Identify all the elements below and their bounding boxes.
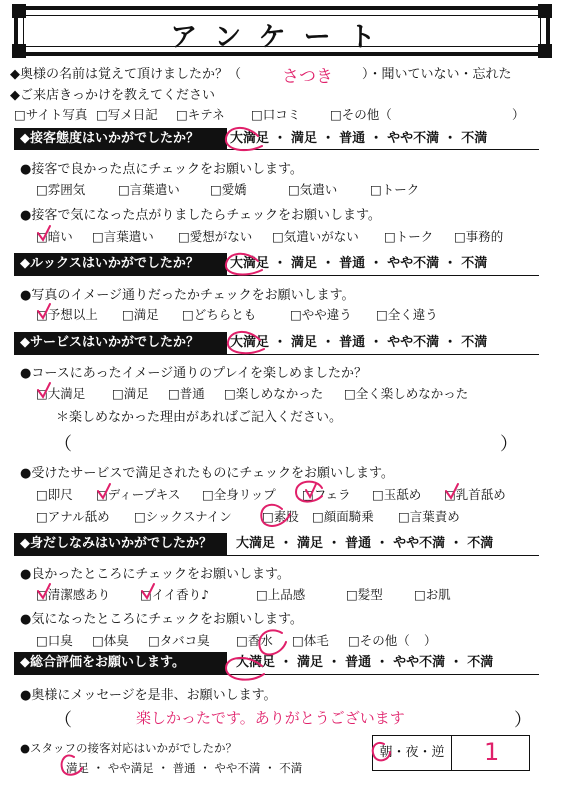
trigger-opt-other[interactable]: □その他（ — [330, 107, 392, 122]
grooming-bad-other-close: ） — [424, 633, 437, 648]
name-answer: さつき — [282, 67, 333, 87]
grooming-bad-opt-6[interactable]: □その他（ — [348, 633, 410, 648]
course-question: ●コースにあったイメージ通りのプレイを楽しめましたか？ — [20, 366, 368, 381]
satisfied-opt-1[interactable]: □即尺 — [36, 487, 73, 502]
name-question-label: ◆奥様の名前は覚えて頂けましたか？（ — [10, 67, 241, 82]
trigger-opt-kitene[interactable]: □キテネ — [176, 107, 225, 122]
staff-question: ●スタッフの接客対応はいかがでしたか？ — [20, 741, 238, 755]
section-grooming-scale[interactable]: 大満足 ・ 満足 ・ 普通 ・ やや不満 ・ 不満 — [236, 536, 494, 551]
attitude-bad-question: ●接客で気になった点がりましたらチェックをお願いします。 — [20, 208, 381, 223]
attitude-bad-opt-5[interactable]: □トーク — [384, 229, 434, 244]
satisfied-opt-3[interactable]: □全身リップ — [202, 487, 276, 502]
course-reason-open: （ — [54, 434, 72, 455]
grooming-bad-opt-1[interactable]: □口臭 — [36, 633, 73, 648]
grooming-bad-opt-3[interactable]: □タバコ臭 — [148, 633, 210, 648]
grooming-good-opt-3[interactable]: □上品感 — [256, 587, 306, 602]
trigger-question: ◆ご来店きっかけを教えてください — [10, 88, 215, 103]
section-looks-scale[interactable]: 大満足 ・ 満足 ・ 普通 ・ やや不満 ・ 不満 — [230, 256, 488, 271]
satisfied-opt-2[interactable]: □ディープキス — [96, 487, 181, 502]
course-opt-4[interactable]: □楽しめなかった — [224, 386, 324, 401]
grooming-good-opt-5[interactable]: □お肌 — [414, 587, 451, 602]
looks-opt-5[interactable]: □全く違う — [376, 307, 438, 322]
attitude-good-opt-5[interactable]: □トーク — [370, 182, 420, 197]
satisfied-opt-5[interactable]: □玉舐め — [372, 487, 422, 502]
grooming-good-opt-4[interactable]: □髪型 — [346, 587, 383, 602]
section-service-scale[interactable]: 大満足 ・ 満足 ・ 普通 ・ やや不満 ・ 不満 — [230, 335, 488, 350]
name-question — [10, 63, 241, 82]
staff-scale[interactable]: 満足 ・ やや満足 ・ 普通 ・ やや不満 ・ 不満 — [66, 761, 303, 775]
attitude-good-opt-2[interactable]: □言葉遣い — [118, 182, 180, 197]
message-close: ） — [514, 710, 532, 731]
grooming-good-question: ●良かったところにチェックをお願いします。 — [20, 567, 290, 582]
satisfied-opt-7[interactable]: □アナル舐め — [36, 509, 110, 524]
trigger-opt-diary[interactable]: □写メ日記 — [96, 107, 158, 122]
shift-box[interactable]: 朝・夜・逆 — [372, 735, 452, 771]
attitude-bad-opt-1[interactable]: □暗い — [36, 229, 73, 244]
satisfied-opt-11[interactable]: □言葉責め — [398, 509, 460, 524]
satisfied-opt-6[interactable]: □乳首舐め — [444, 487, 506, 502]
course-opt-2[interactable]: □満足 — [112, 386, 149, 401]
section-attitude-scale[interactable]: 大満足 ・ 満足 ・ 普通 ・ やや不満 ・ 不満 — [230, 131, 488, 146]
satisfied-opt-4[interactable]: □フェラ — [302, 487, 351, 502]
message-open: （ — [54, 710, 72, 731]
trigger-other-close: ） — [512, 107, 525, 122]
page-title: アンケート — [170, 22, 394, 53]
attitude-bad-opt-3[interactable]: □愛想がない — [178, 229, 253, 244]
section-grooming-title: ◆身だしなみはいかがでしたか？ — [14, 533, 227, 555]
trigger-opt-site[interactable]: □サイト写真 — [14, 107, 88, 122]
looks-opt-4[interactable]: □やや違う — [290, 307, 352, 322]
section-overall-title: ◆総合評価をお願いします。 — [14, 652, 227, 674]
satisfied-question: ●受けたサービスで満足されたものにチェックをお願いします。 — [20, 466, 394, 481]
name-question-suffix: ）・聞いていない・忘れた — [362, 67, 512, 82]
message-answer: 楽しかったです。ありがとうございます — [136, 709, 405, 727]
looks-question: ●写真のイメージ通りだったかチェックをお願いします。 — [20, 288, 355, 303]
shift-number-box — [452, 735, 530, 771]
section-service-title: ◆サービスはいかがでしたか？ — [14, 332, 227, 354]
looks-opt-3[interactable]: □どちらとも — [182, 307, 257, 322]
attitude-bad-opt-6[interactable]: □事務的 — [454, 229, 504, 244]
attitude-good-question: ●接客で良かった点にチェックをお願いします。 — [20, 162, 303, 177]
looks-opt-1[interactable]: □予想以上 — [36, 307, 98, 322]
section-attitude-title: ◆接客態度はいかがでしたか？ — [14, 128, 227, 150]
shift-number: 1 — [484, 738, 500, 766]
attitude-good-opt-1[interactable]: □雰囲気 — [36, 182, 86, 197]
satisfied-opt-10[interactable]: □顔面騎乗 — [312, 509, 374, 524]
course-opt-3[interactable]: □普通 — [168, 386, 205, 401]
satisfied-opt-9[interactable]: □素股 — [262, 509, 299, 524]
attitude-bad-opt-2[interactable]: □言葉遣い — [92, 229, 154, 244]
grooming-good-opt-1[interactable]: □清潔感あり — [36, 587, 111, 602]
course-note: ＊楽しめなかった理由があればご記入ください。 — [56, 410, 343, 425]
grooming-bad-question: ●気になったところにチェックをお願いします。 — [20, 612, 303, 627]
trigger-opt-review[interactable]: □口コミ — [251, 107, 301, 122]
satisfied-opt-8[interactable]: □シックスナイン — [134, 509, 232, 524]
title-frame — [14, 6, 550, 56]
course-opt-5[interactable]: □全く楽しめなかった — [344, 386, 469, 401]
section-looks-title: ◆ルックスはいかがでしたか？ — [14, 253, 227, 275]
grooming-bad-opt-4[interactable]: □香水 — [236, 633, 273, 648]
attitude-good-opt-3[interactable]: □愛嬌 — [210, 182, 247, 197]
section-overall-scale[interactable]: 大満足 ・ 満足 ・ 普通 ・ やや不満 ・ 不満 — [236, 655, 494, 670]
course-reason-close: ） — [500, 434, 518, 455]
course-opt-1[interactable]: □大満足 — [36, 386, 86, 401]
grooming-bad-opt-2[interactable]: □体臭 — [92, 633, 129, 648]
grooming-bad-opt-5[interactable]: □体毛 — [292, 633, 329, 648]
looks-opt-2[interactable]: □満足 — [122, 307, 159, 322]
message-question: ●奥様にメッセージを是非、お願いします。 — [20, 688, 277, 703]
attitude-good-opt-4[interactable]: □気遣い — [288, 182, 338, 197]
attitude-bad-opt-4[interactable]: □気遣いがない — [272, 229, 359, 244]
grooming-good-opt-2[interactable]: □イイ香り♪ — [140, 587, 210, 602]
